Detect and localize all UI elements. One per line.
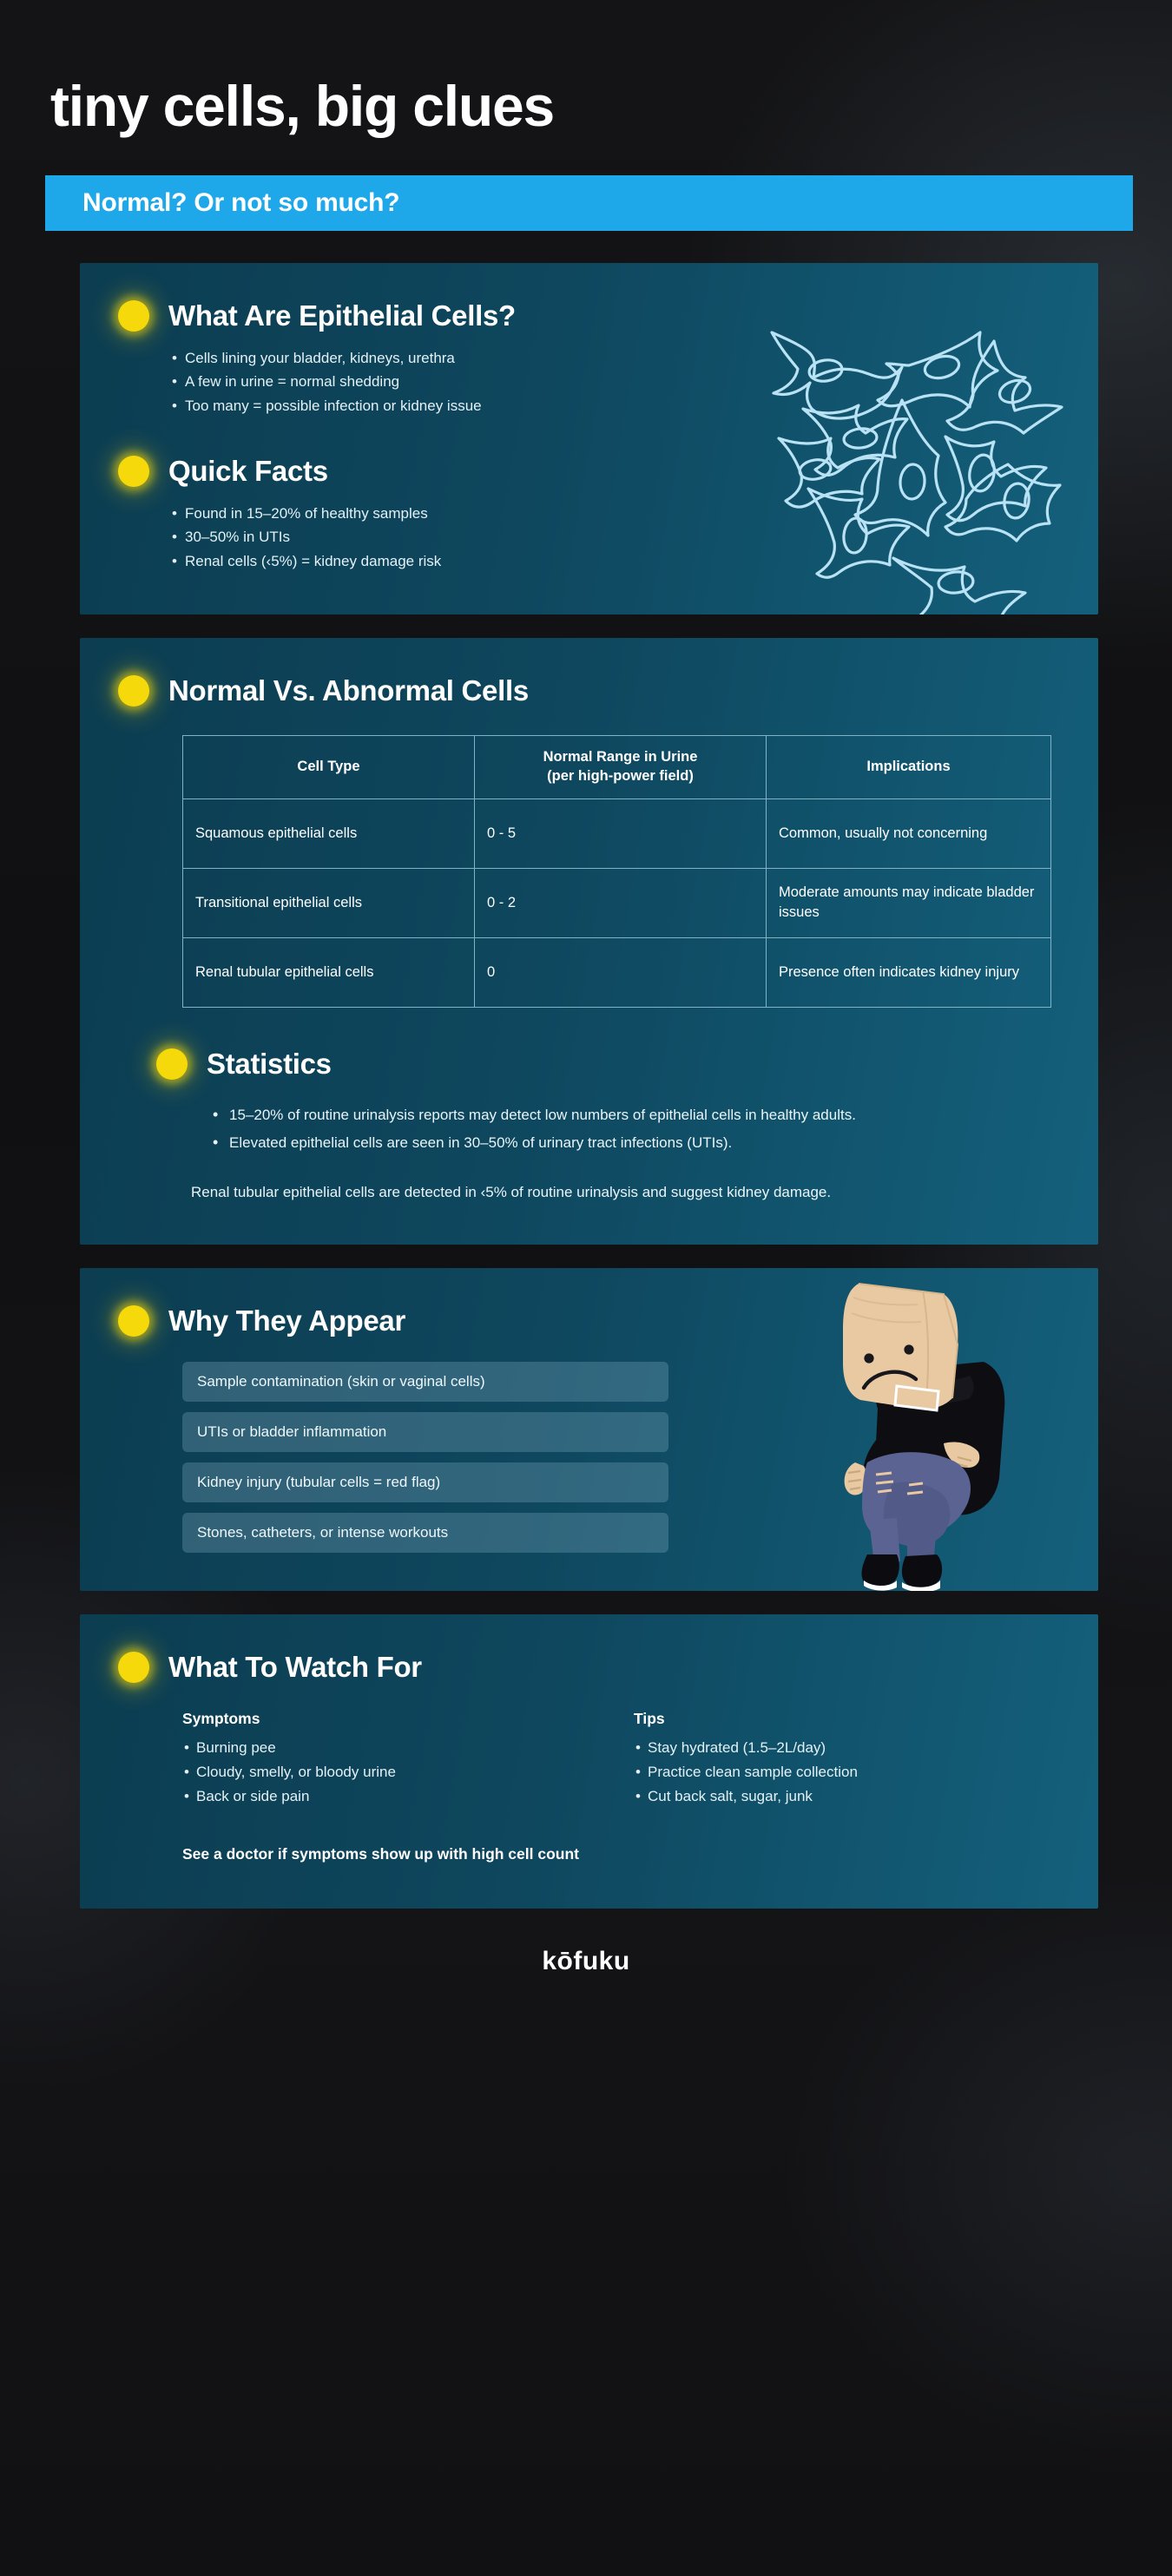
statistics-note: Renal tubular epithelial cells are detected in ‹5% of routine urinalysis and suggest kidney damage. — [191, 1184, 832, 1201]
sad-paper-bag-person-illustration — [813, 1278, 1048, 1591]
bullet-dot-icon — [118, 1305, 149, 1337]
list-item: • 15–20% of routine urinalysis reports may detect low numbers of epithelial cells in healthy adults. — [210, 1103, 1035, 1127]
cause-pill-list — [182, 1362, 668, 1553]
column-header-cell-type: Cell Type — [183, 736, 475, 799]
header-line-1: Normal Range in Urine — [543, 749, 698, 766]
section-heading-quick-facts — [118, 455, 705, 488]
section-title: What To Watch For — [168, 1651, 422, 1684]
list-item: • 30–50% in UTIs — [170, 525, 705, 549]
list-item: • Practice clean sample collection — [634, 1760, 964, 1784]
list-item: • Cut back salt, sugar, junk — [634, 1784, 964, 1809]
list-item: • A few in urine = normal shedding — [170, 370, 705, 394]
cause-pill: Kidney injury (tubular cells = red flag) — [182, 1462, 668, 1502]
tips-column — [634, 1710, 964, 1809]
card-what-to-watch-for — [80, 1614, 1098, 1909]
section-title: Why They Appear — [168, 1304, 405, 1337]
symptoms-list — [182, 1736, 512, 1809]
section-title: Statistics — [207, 1047, 332, 1080]
bullet-dot-icon — [156, 1048, 188, 1080]
table-row — [183, 798, 1051, 868]
section-title: Quick Facts — [168, 454, 328, 487]
normal-range-value: 0 - 5 — [475, 798, 767, 868]
epithelial-cells-illustration — [763, 317, 1076, 614]
section-heading-normal-vs-abnormal — [80, 674, 1098, 707]
list-item: • Found in 15–20% of healthy samples — [170, 502, 705, 526]
section-title: Normal Vs. Abnormal Cells — [168, 674, 529, 707]
intro-text-column — [80, 299, 705, 573]
list-item: • Cloudy, smelly, or bloody urine — [182, 1760, 512, 1784]
table-row — [183, 937, 1051, 1007]
bullet-dot-icon — [118, 300, 149, 332]
section-title: What Are Epithelial Cells? — [168, 299, 516, 332]
implications-value: Common, usually not concerning — [767, 798, 1051, 868]
footer — [0, 1947, 1172, 1976]
card-normal-vs-abnormal — [80, 638, 1098, 1245]
cell-type-value: Renal tubular epithelial cells — [183, 937, 475, 1007]
normal-range-value: 0 — [475, 937, 767, 1007]
column-header-implications: Implications — [767, 736, 1051, 799]
section-heading-what-to-watch-for — [80, 1651, 1098, 1684]
statistics-list — [210, 1103, 1035, 1155]
symptoms-title: Symptoms — [182, 1710, 260, 1728]
implications-value: Moderate amounts may indicate bladder issues — [767, 868, 1051, 937]
list-item: • Cells lining your bladder, kidneys, urethra — [170, 346, 705, 371]
cell-type-value: Transitional epithelial cells — [183, 868, 475, 937]
subtitle-banner — [45, 175, 1133, 231]
list-item: • Stay hydrated (1.5–2L/day) — [634, 1736, 964, 1760]
brand-logo: kōfuku — [542, 1946, 630, 1975]
section-heading-what-are-epithelial-cells — [118, 299, 705, 332]
bullet-dot-icon — [118, 456, 149, 487]
tips-title: Tips — [634, 1710, 665, 1728]
card-what-are-epithelial-cells — [80, 263, 1098, 614]
card-why-they-appear — [80, 1268, 1098, 1591]
list-item: • Elevated epithelial cells are seen in 30–50% of urinary tract infections (UTIs). — [210, 1131, 1035, 1155]
subtitle-text: Normal? Or not so much? — [82, 187, 400, 217]
list-item: • Too many = possible infection or kidney issue — [170, 394, 705, 418]
what-are-cells-list — [170, 346, 705, 418]
bullet-dot-icon — [118, 675, 149, 706]
tips-list — [634, 1736, 964, 1809]
cell-type-value: Squamous epithelial cells — [183, 798, 475, 868]
column-header-normal-range — [475, 736, 767, 799]
watch-columns — [182, 1710, 1007, 1809]
normal-range-value: 0 - 2 — [475, 868, 767, 937]
cause-pill: Sample contamination (skin or vaginal cells) — [182, 1362, 668, 1402]
table-row — [183, 868, 1051, 937]
list-item: • Burning pee — [182, 1736, 512, 1760]
list-item: • Renal cells (‹5%) = kidney damage risk — [170, 549, 705, 574]
implications-value: Presence often indicates kidney injury — [767, 937, 1051, 1007]
cause-pill: Stones, catheters, or intense workouts — [182, 1513, 668, 1553]
quick-facts-block — [118, 455, 705, 574]
cause-pill: UTIs or bladder inflammation — [182, 1412, 668, 1452]
list-item: • Back or side pain — [182, 1784, 512, 1809]
symptoms-column — [182, 1710, 512, 1809]
section-heading-statistics — [118, 1048, 1098, 1081]
quick-facts-list — [170, 502, 705, 574]
header-line-2: (per high-power field) — [547, 767, 694, 784]
page-title: tiny cells, big clues — [50, 74, 555, 138]
see-a-doctor-note: See a doctor if symptoms show up with high cell count — [182, 1844, 579, 1863]
table-header-row — [183, 736, 1051, 799]
cell-type-comparison-table — [182, 735, 1051, 1008]
bullet-dot-icon — [118, 1652, 149, 1683]
